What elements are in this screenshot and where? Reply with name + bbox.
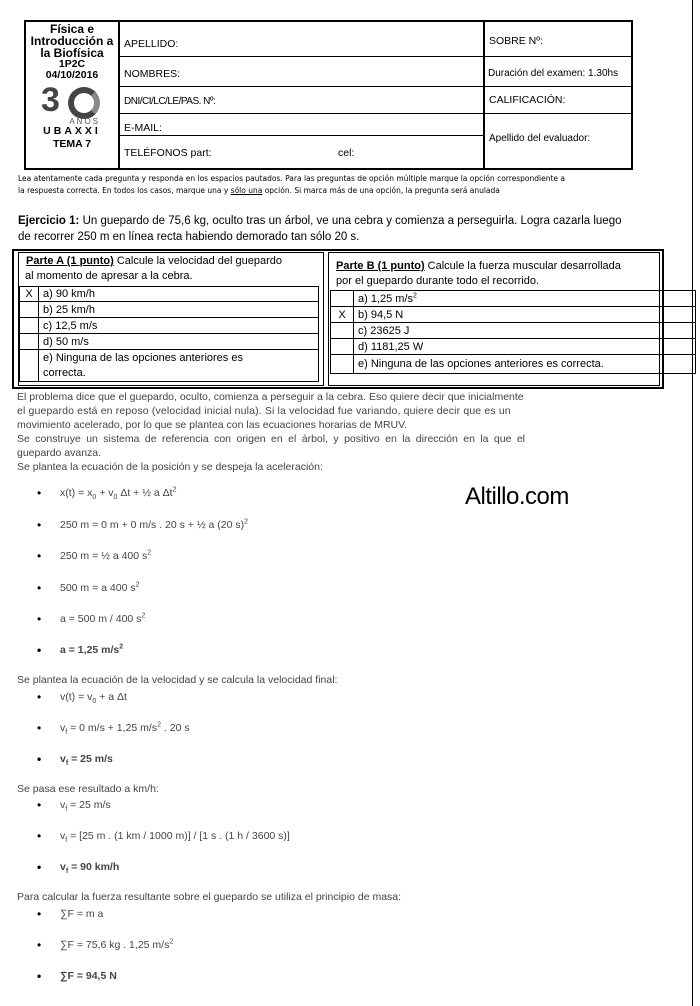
partB-options	[330, 290, 696, 374]
instructions	[18, 173, 698, 197]
list-item: • $x(t) = x_0 + v_0$ Δt + ½ a $\Delta t^2$	[37, 486, 177, 500]
conversion-intro: Se pasa ese resultado a km/h:	[17, 783, 159, 795]
logo-anos: AÑOS	[69, 117, 100, 126]
list-item: • a = 1,25 $m/s^2$	[37, 643, 123, 657]
telefonos-field[interactable]: TELÉFONOS part:	[124, 147, 212, 159]
list-item: • 250 m = 0 m + 0 m/s . 20 s + ½ a (20 s)$^2$	[37, 518, 248, 532]
partB-option[interactable]: d) 1181,25 W	[331, 339, 696, 355]
partB-option[interactable]: X b) 94,5 N	[331, 307, 696, 323]
duracion-label: Duración del examen: 1.30hs	[488, 68, 619, 79]
list-item: • $v_f = 25$ m/s	[37, 798, 111, 812]
list-item: • $v_f = 90$ km/h	[37, 860, 119, 874]
partA-option[interactable]: X a) 90 km/h	[20, 287, 319, 302]
exam-code: 1P2C	[58, 58, 86, 70]
partA-option[interactable]: d) 50 m/s	[20, 334, 319, 350]
list-item: • ∑F = m a	[37, 907, 103, 921]
evaluador-field: Apellido del evaluador:	[489, 133, 591, 144]
exam-date: 04/10/2016	[45, 69, 99, 81]
position-equation-steps	[37, 486, 177, 500]
watermark: Altillo.com	[465, 483, 569, 510]
list-item: • a = 500 m / 400 $s^2$	[37, 612, 145, 626]
partA-options	[19, 286, 319, 382]
admin-fields	[483, 22, 631, 168]
student-fields	[118, 22, 485, 168]
instructions-line1: Lea atentamente cada pregunta y responda en los espacios pautados. Para las preguntas de opción múltiple marque la opción correspondiente a	[18, 174, 566, 183]
list-item: • 500 m = a 400 $s^2$	[37, 581, 140, 595]
solution-intro: El problema dice que el guepardo, oculto, comienza a perseguir a la cebra. Eso quiere decir que inicialmente el guepardo está en reposo (velocidad inicial nula). Si la velocidad fue variando, quiere decir que es un movimiento acelerado, por lo que se plantea con las ecuaciones horarias de MRUV. Se construye un sistema de referencia con origen en el árbol, y positivo en la dirección en la que el guepardo avanza. Se plantea la ecuación de la posición y se despeja la aceleración:	[17, 391, 526, 473]
exam-header	[24, 20, 633, 170]
course-title: Física e Introducción a la Biofísica	[30, 22, 114, 60]
partA-question: Parte A (1 punto) Calcule la velocidad del guepardo al momento de apresar a la cebra.	[25, 255, 282, 282]
nombres-field[interactable]: NOMBRES:	[124, 68, 181, 80]
partA-option[interactable]: c) 12,5 m/s	[20, 318, 319, 334]
force-intro: Para calcular la fuerza resultante sobre el guepardo se utiliza el principio de masa:	[17, 891, 402, 903]
calificacion-field: CALIFICACIÓN:	[489, 94, 566, 106]
list-item: • 250 m = ½ a 400 $s^2$	[37, 549, 151, 563]
cel-field[interactable]: cel:	[338, 147, 355, 159]
exercise-line1: Un guepardo de 75,6 kg, oculto tras un árbol, ve una cebra y comienza a perseguirla. Logra cazarla luego	[79, 215, 622, 227]
logo-org: UBAXXI	[43, 125, 101, 137]
partB-label: Parte B (1 punto)	[336, 260, 425, 272]
partB-option[interactable]: e) Ninguna de las opciones anteriores es correcta.	[331, 355, 696, 374]
partB-question: Parte B (1 punto) Calcule la fuerza muscular desarrollada por el guepardo durante todo el recorrido.	[336, 260, 621, 287]
exam-tema: TEMA 7	[52, 138, 92, 150]
list-item: • $v_f = 0$ m/s + 1,25 $m/s^2$ . 20 s	[37, 721, 190, 735]
list-item: • $v(t) = v_0 + a$ Δt	[37, 690, 127, 704]
velocity-intro: Se plantea la ecuación de la velocidad y se calcula la velocidad final:	[17, 674, 338, 686]
partB-option[interactable]: a) 1,25 $m/s^2$	[331, 291, 696, 307]
list-item: • ∑F = 94,5 N	[37, 969, 117, 983]
partB-option[interactable]: c) 23625 J	[331, 323, 696, 339]
partA-label: Parte A (1 punto)	[26, 255, 114, 267]
logo-cell	[26, 22, 120, 168]
anniversary-logo: 3	[26, 83, 118, 117]
exercise-statement	[18, 214, 698, 245]
partA-option[interactable]: b) 25 km/h	[20, 302, 319, 318]
instructions-line2: la respuesta correcta. En todos los casos, marque una y sólo una opción. Si marca más de una opción, la pregunta será anulada	[18, 186, 500, 195]
list-item: • $v_f = 25$ m/s	[37, 752, 113, 766]
list-item: • $v_f = [25$ m . (1 km / 1000 m)] / [1 s . (1 h / 3600 s)]	[37, 829, 290, 843]
logo-ring-icon	[68, 87, 100, 119]
exercise-label: Ejercicio 1:	[18, 215, 80, 227]
email-field[interactable]: E-MAIL:	[124, 122, 162, 134]
apellido-field[interactable]: APELLIDO:	[124, 38, 179, 50]
page-right-edge	[692, 0, 693, 1006]
list-item: • ∑F = 75,6 kg . 1,25 $m/s^2$	[37, 938, 173, 952]
dni-field[interactable]: DNI/CI/LC/LE/PAS. Nº:	[124, 96, 216, 107]
partA-option[interactable]: e) Ninguna de las opciones anteriores es correcta.	[20, 350, 319, 382]
exercise-line2: de recorrer 250 m en línea recta habiendo demorado tan sólo 20 s.	[18, 231, 360, 243]
sobre-field: SOBRE Nº:	[489, 35, 544, 47]
